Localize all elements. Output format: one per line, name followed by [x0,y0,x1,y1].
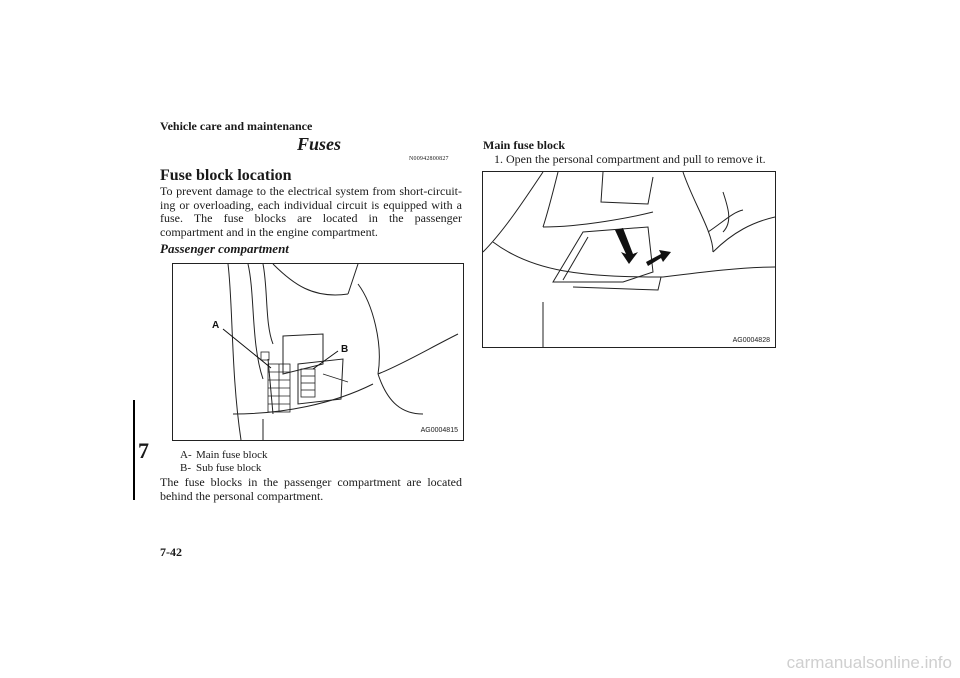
subheading-passenger: Passenger compartment [160,241,289,256]
legend-text: Main fuse block [196,449,268,461]
callout-b: B [341,344,349,355]
figure2-code: AG0004828 [732,337,770,344]
running-header: Vehicle care and maintenance [160,119,313,133]
legend-key: A- [180,449,192,461]
chapter-tab-bar [133,400,135,500]
figure-passenger-compartment [172,263,464,441]
section-heading: Fuse block location [160,167,292,184]
intro-paragraph: To prevent damage to the electrical system from short-circuit-ing or overloading, each individual circuit is equipped with a fuse. The fuse blocks are located in the passenger compartment and in the engine compartment. [160,184,462,239]
legend-key: B- [180,462,191,474]
main-fuse-heading: Main fuse block [483,138,566,152]
figure1-code: AG0004815 [420,427,458,434]
dashboard-illustration [173,264,463,440]
legend-text: Sub fuse block [196,462,262,474]
location-paragraph: The fuse blocks in the passenger compartment are located behind the personal compartment. [160,475,462,503]
legend-item [180,462,267,475]
watermark: carmanualsonline.info [786,653,952,672]
legend-item [180,449,267,462]
legend [180,449,267,475]
section-code: N00942800827 [409,156,449,162]
page-title: Fuses [297,134,342,154]
step-1: 1. Open the personal compartment and pull to remove it. [494,152,766,166]
page-number: 7-42 [160,545,182,559]
figure-main-fuse-removal [482,171,776,348]
compartment-illustration [483,172,775,347]
chapter-tab: 7 [138,438,149,463]
callout-a: A [212,320,220,331]
